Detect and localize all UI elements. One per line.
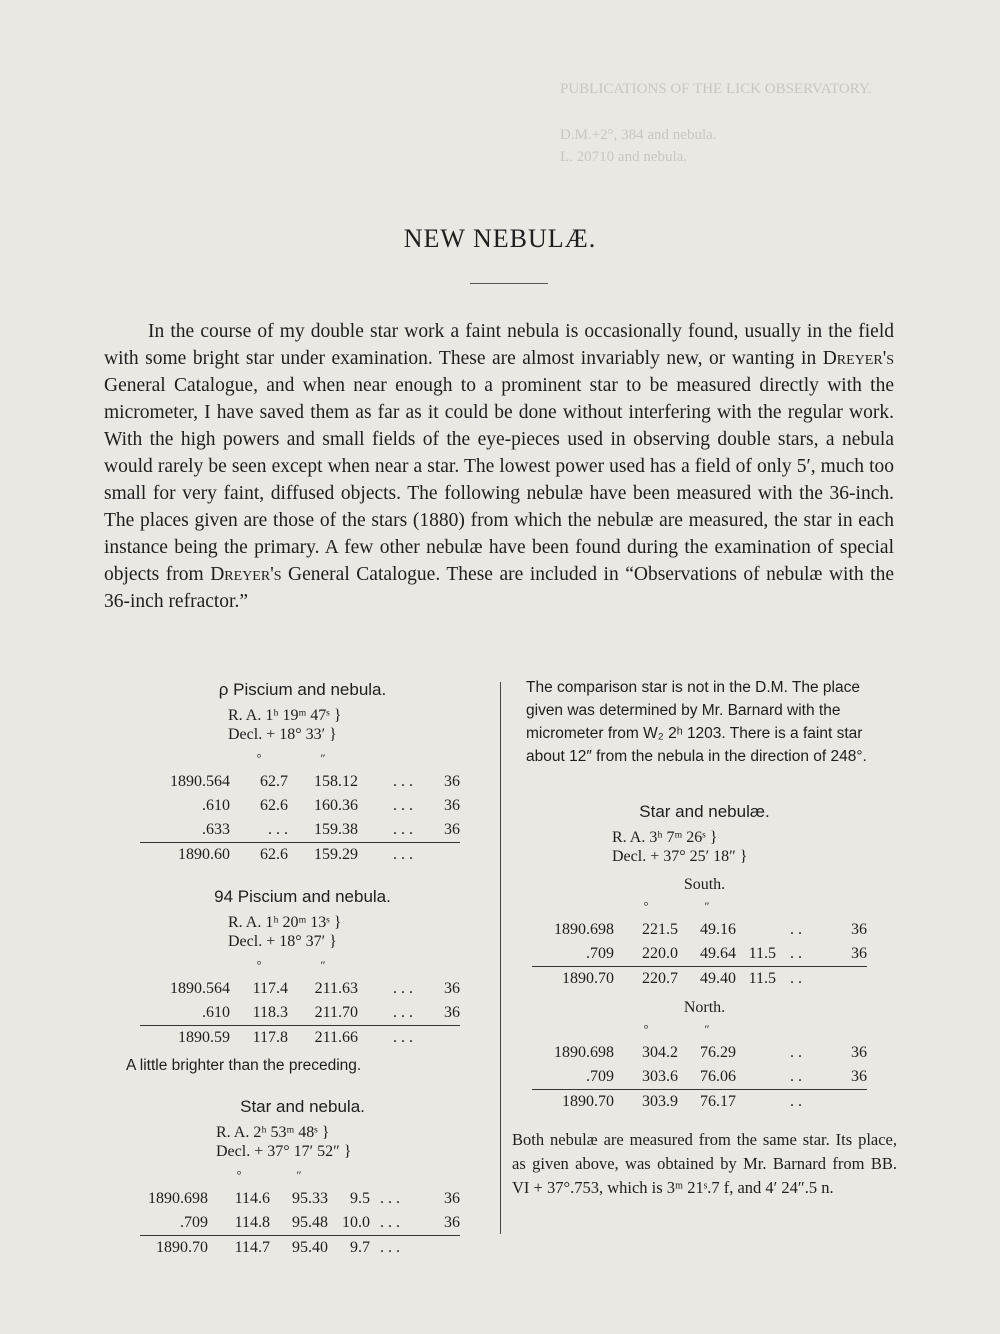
mag-cell [736, 1041, 776, 1065]
dots-cell: . . . [370, 1236, 410, 1261]
unit-arcsec: ″ [704, 1021, 710, 1036]
aperture-cell [428, 1026, 460, 1051]
decl-line: Decl. + 37° 17′ 52″ } [216, 1143, 352, 1160]
aperture-cell: 36 [851, 1068, 867, 1085]
distance-cell: 95.33 [292, 1190, 328, 1207]
author-name: Dreyer's [822, 348, 894, 369]
unit-row [532, 1017, 867, 1041]
table-row [532, 1065, 867, 1090]
epoch-cell: 1890.70 [140, 1236, 208, 1261]
table-row [532, 942, 867, 967]
distance-cell: 211.66 [288, 1026, 358, 1051]
mag-cell [358, 843, 378, 868]
distance-cell: 158.12 [314, 773, 358, 790]
section-heading: Star and nebulæ. [639, 802, 770, 821]
aperture-cell [816, 967, 867, 992]
coordinates [612, 828, 897, 866]
unit-row [140, 1163, 460, 1187]
distance-cell: 95.40 [270, 1236, 328, 1261]
observation-table [140, 953, 460, 1050]
dots-cell: . . . [393, 797, 413, 814]
title-rule [470, 283, 548, 284]
intro-text: In the course of my double star work a faint nebula is occasionally found, usually in the field with some bright star under examination. These are almost invariably new, or wanting in [104, 321, 894, 369]
table-row [140, 1187, 460, 1211]
decl-line: Decl. + 37° 25′ 18″ } [612, 848, 748, 865]
epoch-cell: 1890.59 [140, 1026, 230, 1051]
epoch-cell: 1890.60 [140, 843, 230, 868]
aperture-cell: 36 [444, 980, 460, 997]
dots-cell: . . . [380, 1190, 400, 1207]
unit-row [140, 746, 460, 770]
mag-cell: 9.5 [350, 1190, 370, 1207]
epoch-cell: 1890.698 [148, 1190, 208, 1207]
ra-line: R. A. 3ʰ 7ᵐ 26ˢ } [612, 829, 718, 846]
epoch-cell: .610 [202, 797, 230, 814]
angle-cell: 118.3 [252, 1004, 288, 1021]
aperture-cell [428, 843, 460, 868]
decl-line: Decl. + 18° 33′ } [228, 726, 337, 743]
aperture-cell: 36 [444, 1190, 460, 1207]
author-name: Dreyer's [210, 564, 282, 585]
decl-line: Decl. + 18° 37′ } [228, 933, 337, 950]
mag-cell [358, 977, 378, 1001]
page-title: NEW NEBULÆ. [403, 224, 597, 253]
epoch-cell: .610 [202, 1004, 230, 1021]
aperture-cell [816, 1090, 867, 1115]
aperture-cell: 36 [444, 1004, 460, 1021]
distance-cell: 95.48 [292, 1214, 328, 1231]
angle-cell: 117.8 [230, 1026, 288, 1051]
aperture-cell: 36 [851, 921, 867, 938]
mag-cell [358, 1026, 378, 1051]
distance-cell: 49.16 [700, 921, 736, 938]
observation-table [140, 1163, 460, 1260]
coordinates [228, 913, 465, 951]
mean-row [140, 1026, 460, 1051]
mean-row [532, 1090, 867, 1115]
mean-row [140, 1236, 460, 1261]
table-row [532, 1041, 867, 1065]
epoch-cell: .633 [202, 821, 230, 838]
comparison-note: The comparison star is not in the D.M. The place given was determined by Mr. Barnard with the micrometer from W₂ 2ʰ 1203. There is a faint star about 12″ from the nebula in the direction of 248°. [526, 679, 867, 765]
angle-cell: 220.0 [642, 945, 678, 962]
aperture-cell: 36 [444, 1214, 460, 1231]
angle-cell: 304.2 [642, 1044, 678, 1061]
distance-cell: 76.06 [700, 1068, 736, 1085]
section-heading: Star and nebula. [240, 1097, 365, 1116]
distance-cell: 160.36 [314, 797, 358, 814]
intro-text: General Catalogue. These are included in “Observations of nebulæ with the 36-inch refractor.” [104, 564, 894, 612]
distance-cell: 211.63 [314, 980, 358, 997]
epoch-cell: .709 [586, 945, 614, 962]
unit-degree: ° [643, 898, 649, 913]
unit-row [532, 894, 867, 918]
epoch-cell: .709 [180, 1214, 208, 1231]
intro-text: General Catalogue, and when near enough to a prominent star to be measured directly with the micrometer, I have saved them as far as it could be done without interfering with the regular work. With the high powers and small fields of the eye-pieces used in observing double stars, a nebula would rarely be seen except when near a star. The lowest power used has a field of only 5′, much too small for very faint, diffused objects. The following nebulæ have been measured with the 36-inch. The places given are those of the stars (1880) from which the nebulæ are measured, the star in each instance being the primary. A few other nebulæ have been found during the examination of special objects from [104, 375, 894, 585]
mag-cell: 11.5 [748, 945, 776, 962]
observation-table-south [532, 894, 867, 991]
unit-arcsec: ″ [320, 957, 326, 972]
dots-cell: . . . [380, 1214, 400, 1231]
epoch-cell: 1890.70 [532, 1090, 614, 1115]
epoch-cell: 1890.698 [554, 921, 614, 938]
mag-cell: 9.7 [328, 1236, 370, 1261]
epoch-cell: 1890.564 [170, 773, 230, 790]
aperture-cell: 36 [851, 1044, 867, 1061]
mag-cell [736, 1090, 776, 1115]
unit-arcsec: ″ [704, 898, 710, 913]
distance-cell: 211.70 [314, 1004, 358, 1021]
distance-cell: 159.29 [288, 843, 358, 868]
bottom-note: Both nebulæ are measured from the same star. Its place, as given above, was obtained by Mr. Barnard from BB. VI + 37°.753, which is 3ᵐ 21ˢ.7 f, and 4′ 24″.5 n. [512, 1130, 897, 1197]
distance-cell: 49.64 [700, 945, 736, 962]
mean-row [140, 843, 460, 868]
mag-cell [736, 918, 776, 942]
right-column [512, 676, 897, 1200]
aperture-cell [410, 1236, 460, 1261]
angle-cell: 114.8 [234, 1214, 270, 1231]
angle-cell: 221.5 [642, 921, 678, 938]
dots-cell: . . [790, 1044, 802, 1061]
distance-cell: 49.40 [678, 967, 736, 992]
bleed-through-text [560, 78, 890, 168]
subsection-label: North. [683, 999, 726, 1016]
angle-cell: 303.9 [614, 1090, 678, 1115]
unit-degree: ° [236, 1167, 242, 1182]
section-note: A little brighter than the preceding. [126, 1057, 362, 1074]
distance-cell: 76.17 [678, 1090, 736, 1115]
dots-cell: . . . [378, 843, 428, 868]
mag-cell [358, 1001, 378, 1026]
angle-cell: 62.6 [260, 797, 288, 814]
table-row [140, 794, 460, 818]
epoch-cell: 1890.564 [170, 980, 230, 997]
mag-cell [358, 818, 378, 843]
bleed-line: D.M.+2°, 384 and nebula. [560, 127, 717, 143]
angle-cell: 62.7 [260, 773, 288, 790]
left-column [126, 680, 465, 1260]
angle-cell: . . . [268, 821, 288, 838]
angle-cell: 220.7 [614, 967, 678, 992]
dots-cell: . . [776, 1090, 816, 1115]
coordinates [228, 706, 465, 744]
aperture-cell: 36 [444, 821, 460, 838]
unit-arcsec: ″ [296, 1167, 302, 1182]
dots-cell: . . . [393, 1004, 413, 1021]
angle-cell: 117.4 [252, 980, 288, 997]
dots-cell: . . [776, 967, 816, 992]
dots-cell: . . [790, 945, 802, 962]
bleed-line: L. 20710 and nebula. [560, 149, 688, 165]
mean-row [532, 967, 867, 992]
subsection-label: South. [683, 876, 726, 893]
ra-line: R. A. 2ʰ 53ᵐ 48ˢ } [216, 1124, 330, 1141]
dots-cell: . . [790, 1068, 802, 1085]
dots-cell: . . [790, 921, 802, 938]
mag-cell [358, 770, 378, 794]
angle-cell: 114.7 [208, 1236, 270, 1261]
mag-cell [736, 1065, 776, 1090]
mag-cell: 10.0 [342, 1214, 370, 1231]
ra-line: R. A. 1ʰ 20ᵐ 13ˢ } [228, 914, 342, 931]
epoch-cell: 1890.698 [554, 1044, 614, 1061]
column-divider [500, 682, 501, 1234]
table-row [140, 1211, 460, 1236]
unit-degree: ° [643, 1021, 649, 1036]
dots-cell: . . . [393, 821, 413, 838]
dots-cell: . . . [378, 1026, 428, 1051]
mag-cell: 11.5 [736, 967, 776, 992]
bleed-line: PUBLICATIONS OF THE LICK OBSERVATORY. [560, 81, 872, 97]
distance-cell: 76.29 [700, 1044, 736, 1061]
table-row [140, 770, 460, 794]
unit-arcsec: ″ [320, 750, 326, 765]
aperture-cell: 36 [851, 945, 867, 962]
intro-paragraph [104, 318, 894, 615]
dots-cell: . . . [393, 980, 413, 997]
angle-cell: 62.6 [230, 843, 288, 868]
observation-table-north [532, 1017, 867, 1114]
angle-cell: 114.6 [234, 1190, 270, 1207]
ra-line: R. A. 1ʰ 19ᵐ 47ˢ } [228, 707, 342, 724]
table-row [140, 818, 460, 843]
observation-table [140, 746, 460, 867]
distance-cell: 159.38 [314, 821, 358, 838]
dots-cell: . . . [393, 773, 413, 790]
aperture-cell: 36 [444, 797, 460, 814]
table-row [140, 977, 460, 1001]
epoch-cell: 1890.70 [532, 967, 614, 992]
table-row [532, 918, 867, 942]
aperture-cell: 36 [444, 773, 460, 790]
mag-cell [358, 794, 378, 818]
table-row [140, 1001, 460, 1026]
unit-row [140, 953, 460, 977]
section-heading: ρ Piscium and nebula. [218, 680, 387, 699]
coordinates [216, 1123, 465, 1161]
unit-degree: ° [256, 750, 262, 765]
unit-degree: ° [256, 957, 262, 972]
epoch-cell: .709 [586, 1068, 614, 1085]
section-heading: 94 Piscium and nebula. [214, 887, 391, 906]
angle-cell: 303.6 [642, 1068, 678, 1085]
